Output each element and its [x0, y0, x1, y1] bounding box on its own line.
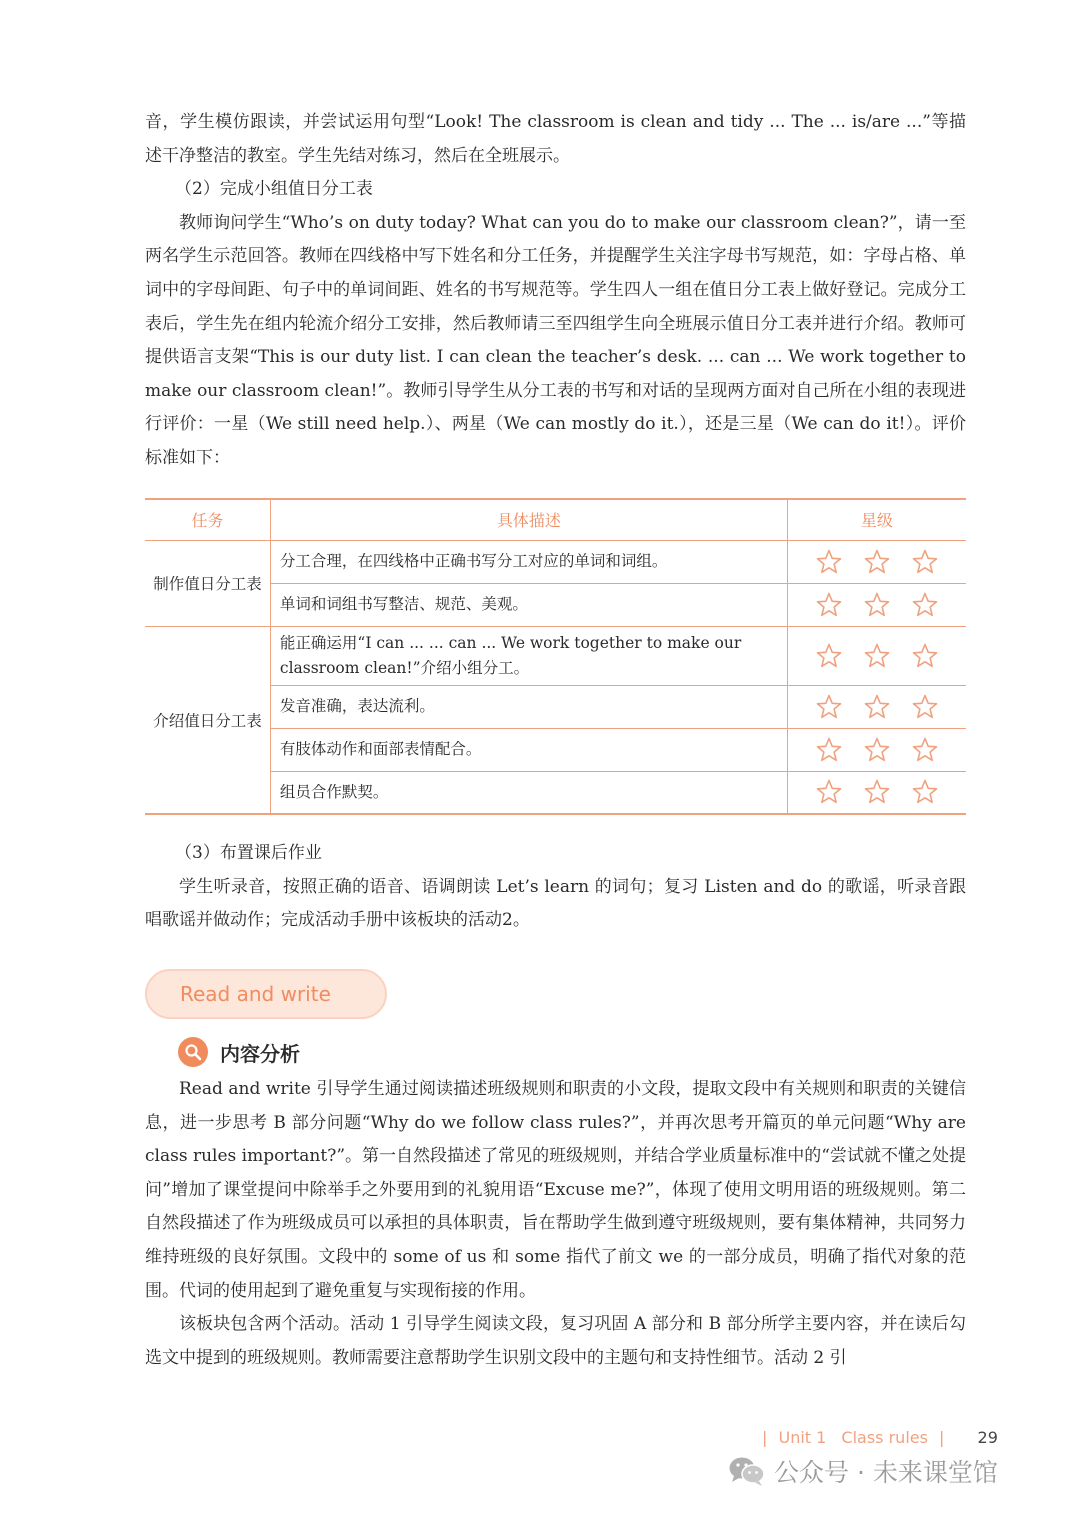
star-icon — [864, 643, 890, 669]
star-icon — [912, 694, 938, 720]
table-header-row — [145, 499, 966, 541]
star-icon — [864, 737, 890, 763]
content-analysis-heading — [178, 1037, 300, 1067]
header-description: 具体描述 — [270, 499, 787, 541]
star-icon — [816, 549, 842, 575]
description-cell: 组员合作默契。 — [270, 771, 787, 814]
paragraph-4: Read and write 引导学生通过阅读描述班级规则和职责的小文段，提取文段中有关规则和职责的关键信息，进一步思考 B 部分问题“Why do we follow class rules?”，并再次思考开篇页的单元问题“Why are class rules important?”。第一自然段描述了常见的班级规则，并结合学业质量标准中的“尝试就不懂之处提问”增加了课堂提问中除举手之外要用到的礼貌用语“Excuse me?”，体现了使用文明用语的班级规则。第二自然段描述了作为班级成员可以承担的具体职责，旨在帮助学生做到遵守班级规则，要有集体精神，共同努力维持班级的良好氛围。文段中的 some of us 和 some 指代了前文 we 的一部分成员，明确了指代对象的范围。代词的使用起到了避免重复与实现衔接的作用。 — [145, 1079, 966, 1301]
star-icon — [864, 694, 890, 720]
star-icon — [912, 643, 938, 669]
star-icon — [816, 737, 842, 763]
magnifier-icon — [178, 1037, 208, 1067]
footer-title: Class rules — [841, 1428, 928, 1447]
star-rating — [787, 626, 966, 685]
subheading-2: （2）完成小组值日分工表 — [175, 179, 373, 200]
star-rating — [787, 728, 966, 771]
star-rating — [787, 540, 966, 583]
star-icon — [816, 643, 842, 669]
subheading-3: （3）布置课后作业 — [175, 843, 322, 864]
star-icon — [912, 592, 938, 618]
wechat-icon — [728, 1455, 766, 1487]
section-pill-read-and-write: Read and write — [145, 969, 387, 1019]
star-icon — [816, 694, 842, 720]
table-row — [145, 540, 966, 583]
description-cell: 单词和词组书写整洁、规范、美观。 — [270, 583, 787, 626]
description-cell: 有肢体动作和面部表情配合。 — [270, 728, 787, 771]
header-rating: 星级 — [787, 499, 966, 541]
page-footer — [756, 1428, 998, 1447]
footer-separator: | — [939, 1428, 945, 1447]
watermark — [728, 1453, 998, 1489]
star-icon — [864, 592, 890, 618]
header-task: 任务 — [145, 499, 270, 541]
table-row — [145, 626, 966, 685]
task-cell: 介绍值日分工表 — [145, 626, 270, 814]
evaluation-table — [145, 498, 966, 816]
footer-separator: | — [762, 1428, 768, 1447]
description-cell: 能正确运用“I can ... ... can ... We work together to make our classroom clean!”介绍小组分工。 — [270, 626, 787, 685]
star-icon — [864, 779, 890, 805]
star-rating — [787, 685, 966, 728]
paragraph-2: 教师询问学生“Who’s on duty today? What can you do to make our classroom clean?”，请一至两名学生示范回答。教师在四线格中写下姓名和分工任务，并提醒学生关注字母书写规范，如：字母占格、单词中的字母间距、句子中的单词间距、姓名的书写规范等。学生四人一组在值日分工表上做好登记。完成分工表后，学生先在组内轮流介绍分工安排，然后教师请三至四组学生向全班展示值日分工表并进行介绍。教师可提供语言支架“This is our duty list. I can clean the teacher’s desk. ... can ... We work together to make our classroom clean!”。教师引导学生从分工表的书写和对话的呈现两方面对自己所在小组的表现进行评价：一星（We still need help.）、两星（We can mostly do it.），还是三星（We can do it!）。评价标准如下： — [145, 212, 966, 468]
task-cell: 制作值日分工表 — [145, 540, 270, 626]
star-icon — [912, 737, 938, 763]
analysis-body — [145, 1073, 966, 1375]
footer-unit: Unit 1 — [778, 1428, 827, 1447]
paragraph-5: 该板块包含两个活动。活动 1 引导学生阅读文段，复习巩固 A 部分和 B 部分所学主要内容，并在读后勾选文中提到的班级规则。教师需要注意帮助学生识别文段中的主题句和支持性细节。活动 2 引 — [145, 1314, 966, 1368]
star-rating — [787, 771, 966, 814]
star-icon — [816, 779, 842, 805]
paragraph-1: 音，学生模仿跟读，并尝试运用句型“Look! The classroom is clean and tidy ... The ... is/are ...”等描述干净整洁的教室。学生先结对练习，然后在全班展示。 — [145, 112, 966, 166]
page-number: 29 — [977, 1428, 998, 1447]
watermark-text: 公众号 · 未来课堂馆 — [774, 1458, 998, 1487]
star-icon — [912, 549, 938, 575]
star-icon — [912, 779, 938, 805]
page-content — [145, 106, 966, 938]
star-rating — [787, 583, 966, 626]
description-cell: 分工合理，在四线格中正确书写分工对应的单词和词组。 — [270, 540, 787, 583]
star-icon — [816, 592, 842, 618]
star-icon — [864, 549, 890, 575]
paragraph-3: 学生听录音，按照正确的语音、语调朗读 Let’s learn 的词句；复习 Listen and do 的歌谣，听录音跟唱歌谣并做动作；完成活动手册中该板块的活动2。 — [145, 876, 966, 931]
description-cell: 发音准确，表达流利。 — [270, 685, 787, 728]
heading-text: 内容分析 — [220, 1041, 300, 1066]
